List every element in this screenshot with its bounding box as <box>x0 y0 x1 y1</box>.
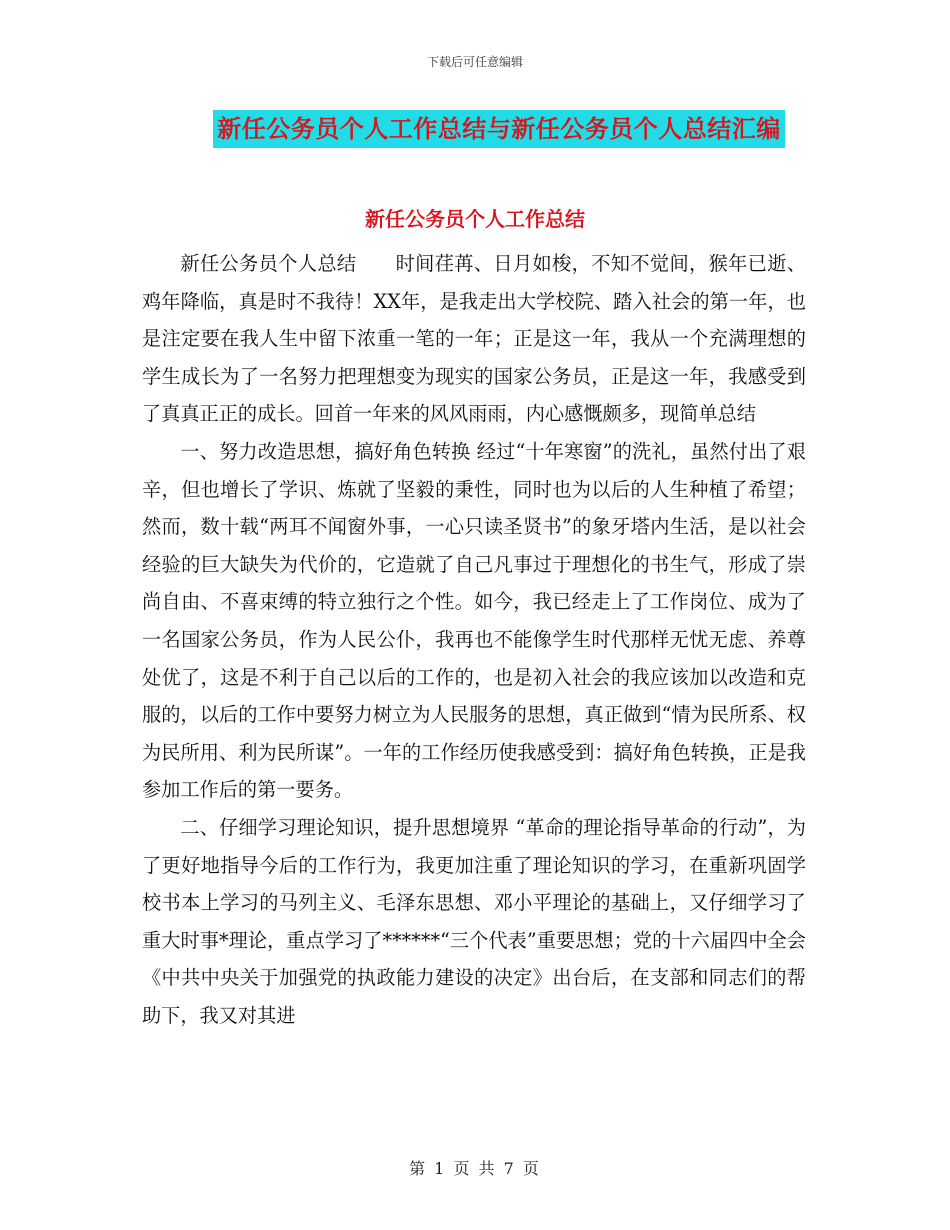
main-title-wrap <box>0 110 950 148</box>
document-body <box>142 245 806 1034</box>
document-sub-title: 新任公务员个人工作总结 <box>365 207 585 231</box>
body-paragraph-1: 新任公务员个人总结 时间荏苒、日月如梭，不知不觉间，猴年已逝、鸡年降临，真是时不我待！XX年，是我走出大学校院、踏入社会的第一年，也是注定要在我人生中留下浓重一笔的一年；正是这一年，我从一个充满理想的学生成长为了一名努力把理想变为现实的国家公务员，正是这一年，我感受到了真真正正的成长。回首一年来的风风雨雨，内心感慨颇多，现简单总结 <box>142 252 806 426</box>
page-footer: 第 1 页 共 7 页 <box>409 1159 541 1178</box>
body-paragraph-3: 二、仔细学习理论知识，提升思想境界 “革命的理论指导革命的行动”，为了更好地指导今后的工作行为，我更加注重了理论知识的学习，在重新巩固学校书本上学习的马列主义、毛泽东思想、邓小平理论的基础上，又仔细学习了重大时事*理论，重点学习了******“三个代表”重要思想；党的十六届四中全会《中共中央关于加强党的执政能力建设的决定》出台后，在支部和同志们的帮助下，我又对其进 <box>142 815 806 1027</box>
body-paragraph-2: 一、努力改造思想，搞好角色转换 经过“十年寒窗”的洗礼，虽然付出了艰辛，但也增长了学识、炼就了坚毅的秉性，同时也为以后的人生种植了希望；然而，数十载“两耳不闻窗外事，一心只读圣贤书”的象牙塔内生活，是以社会经验的巨大缺失为代价的，它造就了自己凡事过于理想化的书生气，形成了崇尚自由、不喜束缚的特立独行之个性。如今，我已经走上了工作岗位、成为了一名国家公务员，作为人民公仆，我再也不能像学生时代那样无忧无虑、养尊处优了，这是不利于自己以后的工作的，也是初入社会的我应该加以改造和克服的，以后的工作中要努力树立为人民服务的思想，真正做到“情为民所系、权为民所用、利为民所谋”。一年的工作经历使我感受到：搞好角色转换，正是我参加工作后的第一要务。 <box>142 439 806 802</box>
document-main-title: 新任公务员个人工作总结与新任公务员个人总结汇编 <box>213 110 785 148</box>
header-note: 下载后可任意编辑 <box>426 55 523 69</box>
